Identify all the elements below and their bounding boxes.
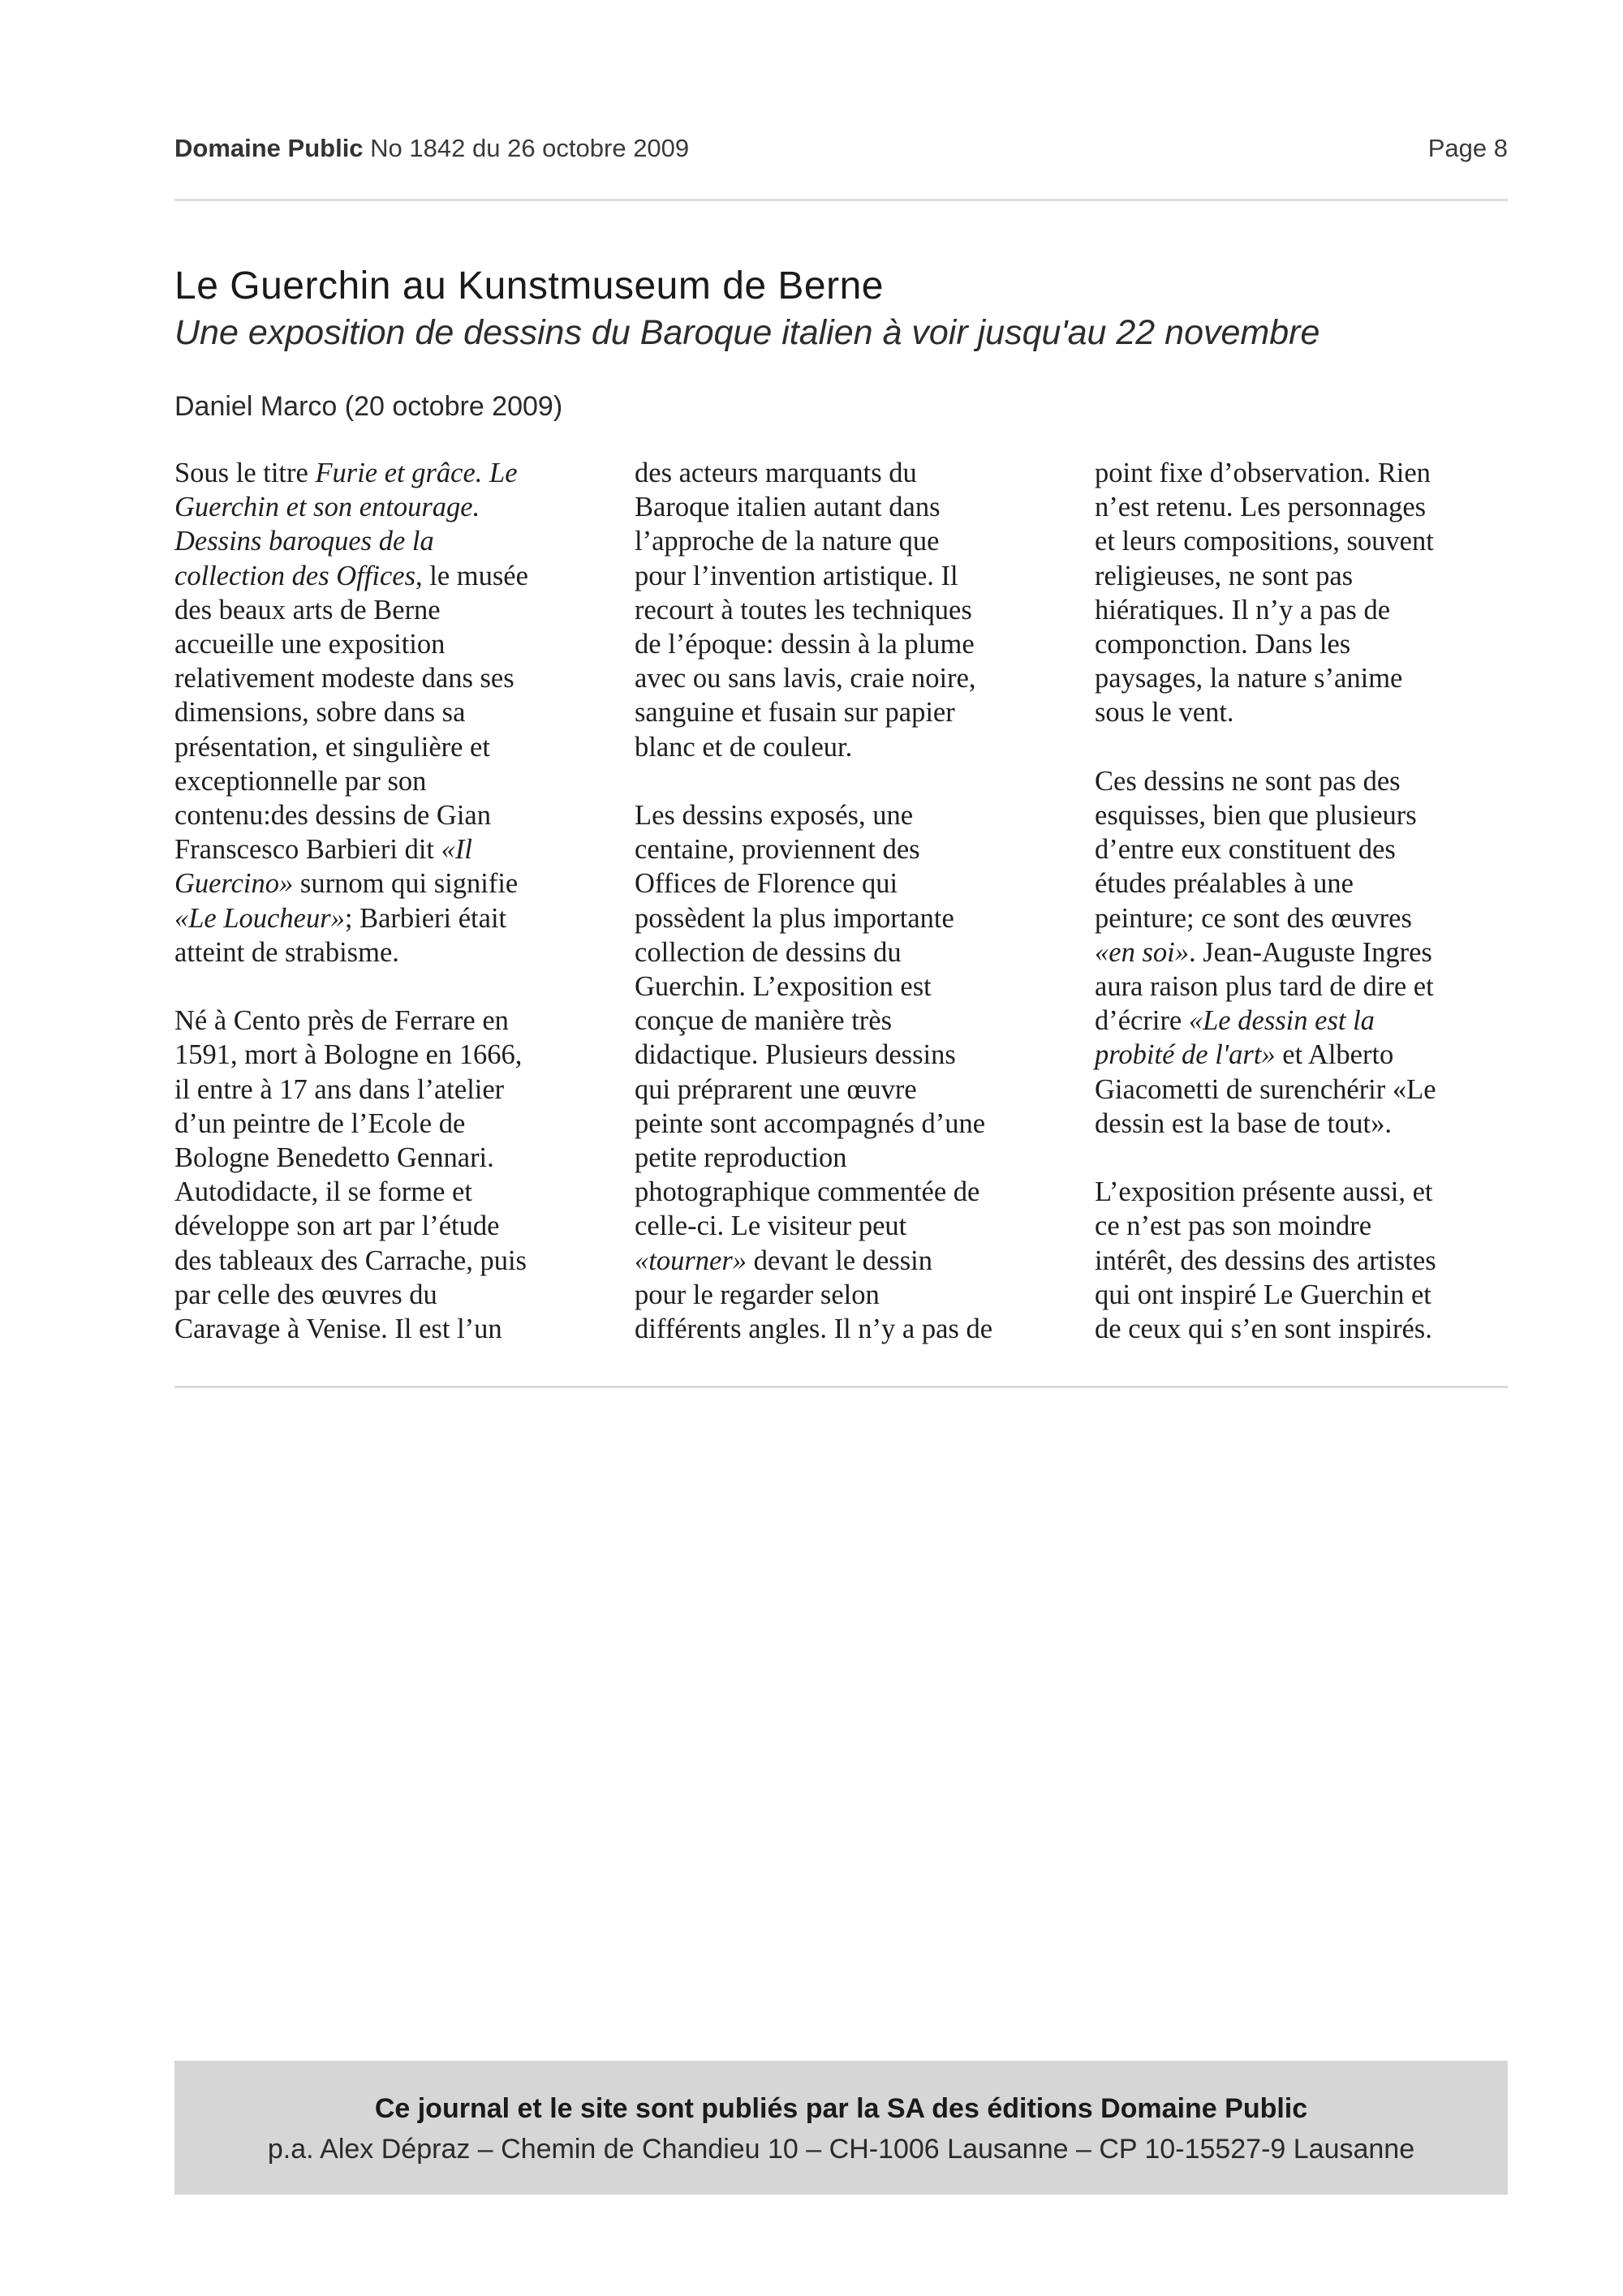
article-column-3 [1095, 456, 1525, 1380]
publication-name: Domaine Public [174, 134, 364, 162]
paragraph [1095, 764, 1525, 1141]
text-line: Baroque italien autant dans [635, 492, 941, 523]
text-line: des beaux arts de Berne [174, 594, 441, 626]
text-line: Dessins baroques de la [174, 526, 434, 557]
text-line: celle-ci. Le visiteur peut [635, 1210, 907, 1242]
publisher-footer [174, 2061, 1508, 2195]
text-line: L’exposition présente aussi, et [1095, 1176, 1433, 1208]
text-line: Guerchin. L’exposition est [635, 971, 932, 1003]
footer-address-line: p.a. Alex Dépraz – Chemin de Chandieu 10 – CH-1006 Lausanne – CP 10-15527-9 Lausanne [267, 2134, 1415, 2165]
text-line: probité de l'art» et Alberto [1095, 1039, 1394, 1071]
text-line: petite reproduction [635, 1142, 847, 1174]
text-line: des acteurs marquants du [635, 458, 917, 488]
article-byline: Daniel Marco (20 octobre 2009) [174, 391, 563, 422]
text-line: dessin est la base de tout». [1095, 1107, 1393, 1139]
text-line: Giacometti de surenchérir «Le [1095, 1073, 1436, 1105]
text-line: Ces dessins ne sont pas des [1095, 765, 1401, 797]
text-line: développe son art par l’étude [174, 1210, 500, 1242]
article-column-1 [174, 456, 605, 1380]
text-line: différents angles. Il n’y a pas de [635, 1314, 993, 1345]
text-line: religieuses, ne sont pas [1095, 560, 1354, 591]
text-line: collection de dessins du [635, 936, 902, 968]
header-divider [174, 199, 1508, 201]
article-end-divider [174, 1386, 1508, 1388]
paragraph [635, 456, 1065, 764]
text-line: sous le vent. [1095, 697, 1234, 729]
text-line: ce n’est pas son moindre [1095, 1210, 1372, 1242]
text-line: d’un peintre de l’Ecole de [174, 1107, 466, 1139]
text-line: d’entre eux constituent des [1095, 834, 1396, 866]
text-line: qui ont inspiré Le Guerchin et [1095, 1279, 1431, 1310]
issue-info: No 1842 du 26 octobre 2009 [370, 134, 690, 162]
text-line: paysages, la nature s’anime [1095, 663, 1403, 694]
text-line: Franscesco Barbieri dit «Il [174, 834, 472, 866]
text-line: sanguine et fusain sur papier [635, 697, 955, 729]
article-column-2 [635, 456, 1065, 1380]
text-line: relativement modeste dans ses [174, 663, 514, 694]
text-line: recourt à toutes les techniques [635, 594, 972, 626]
text-line: «en soi». Jean-Auguste Ingres [1095, 936, 1432, 968]
text-line: peinture; ce sont des œuvres [1095, 902, 1412, 934]
text-line: pour le regarder selon [635, 1279, 880, 1310]
article-subtitle: Une exposition de dessins du Baroque italien à voir jusqu'au 22 novembre [174, 313, 1320, 352]
text-line: hiératiques. Il n’y a pas de [1095, 594, 1391, 626]
text-line: componction. Dans les [1095, 629, 1351, 660]
text-line: didactique. Plusieurs dessins [635, 1039, 956, 1071]
paragraph [174, 1004, 605, 1346]
text-line: de l’époque: dessin à la plume [635, 629, 975, 660]
text-line: qui préprarent une œuvre [635, 1073, 917, 1105]
text-line: par celle des œuvres du [174, 1279, 437, 1310]
text-line: possèdent la plus importante [635, 902, 954, 934]
text-line: Sous le titre Furie et grâce. Le [174, 458, 518, 488]
text-line: collection des Offices, le musée [174, 560, 528, 591]
text-line: Bologne Benedetto Gennari. [174, 1142, 494, 1174]
text-line: blanc et de couleur. [635, 731, 853, 763]
paragraph [1095, 1175, 1525, 1346]
text-line: atteint de strabisme. [174, 936, 399, 968]
text-line: Offices de Florence qui [635, 868, 898, 900]
text-line: point fixe d’observation. Rien [1095, 458, 1431, 488]
text-line: l’approche de la nature que [635, 526, 940, 557]
text-line: Guercino» surnom qui signifie [174, 868, 519, 900]
text-line: d’écrire «Le dessin est la [1095, 1005, 1375, 1037]
text-line: peinte sont accompagnés d’une [635, 1107, 986, 1139]
page-number: Page 8 [1427, 134, 1508, 162]
text-line: esquisses, bien que plusieurs [1095, 800, 1417, 832]
text-line: centaine, proviennent des [635, 834, 920, 866]
text-line: intérêt, des dessins des artistes [1095, 1245, 1436, 1276]
text-line: Caravage à Venise. Il est l’un [174, 1314, 502, 1345]
article-title: Le Guerchin au Kunstmuseum de Berne [174, 264, 884, 307]
text-line: exceptionnelle par son [174, 765, 427, 797]
text-line: n’est retenu. Les personnages [1095, 492, 1427, 523]
text-line: conçue de manière très [635, 1005, 893, 1037]
text-line: contenu:des dessins de Gian [174, 800, 491, 832]
text-line: de ceux qui s’en sont inspirés. [1095, 1314, 1432, 1345]
text-line: Guerchin et son entourage. [174, 492, 480, 523]
text-line: accueille une exposition [174, 629, 446, 660]
text-line: Autodidacte, il se forme et [174, 1176, 472, 1208]
paragraph [635, 798, 1065, 1346]
text-line: et leurs compositions, souvent [1095, 526, 1434, 557]
text-line: avec ou sans lavis, craie noire, [635, 663, 976, 694]
paragraph [1095, 456, 1525, 730]
text-line: pour l’invention artistique. Il [635, 560, 958, 591]
footer-publisher-line: Ce journal et le site sont publiés par la SA des éditions Domaine Public [374, 2093, 1308, 2124]
text-line: Les dessins exposés, une [635, 800, 914, 832]
text-line: Né à Cento près de Ferrare en [174, 1005, 509, 1037]
text-line: études préalables à une [1095, 868, 1354, 900]
text-line: photographique commentée de [635, 1176, 980, 1208]
header-issue-info [174, 134, 689, 163]
exhibition-title: Furie et grâce. Le [315, 458, 518, 488]
text-line: il entre à 17 ans dans l’atelier [174, 1073, 505, 1105]
paragraph [174, 456, 605, 970]
text-line: présentation, et singulière et [174, 731, 490, 763]
text-line: aura raison plus tard de dire et [1095, 971, 1434, 1003]
running-header [174, 134, 1508, 170]
text-line: des tableaux des Carrache, puis [174, 1245, 527, 1276]
text-line: dimensions, sobre dans sa [174, 697, 466, 729]
text-line: «Le Loucheur»; Barbieri était [174, 902, 507, 934]
text-line: 1591, mort à Bologne en 1666, [174, 1039, 523, 1071]
text-line: «tourner» devant le dessin [635, 1245, 932, 1276]
